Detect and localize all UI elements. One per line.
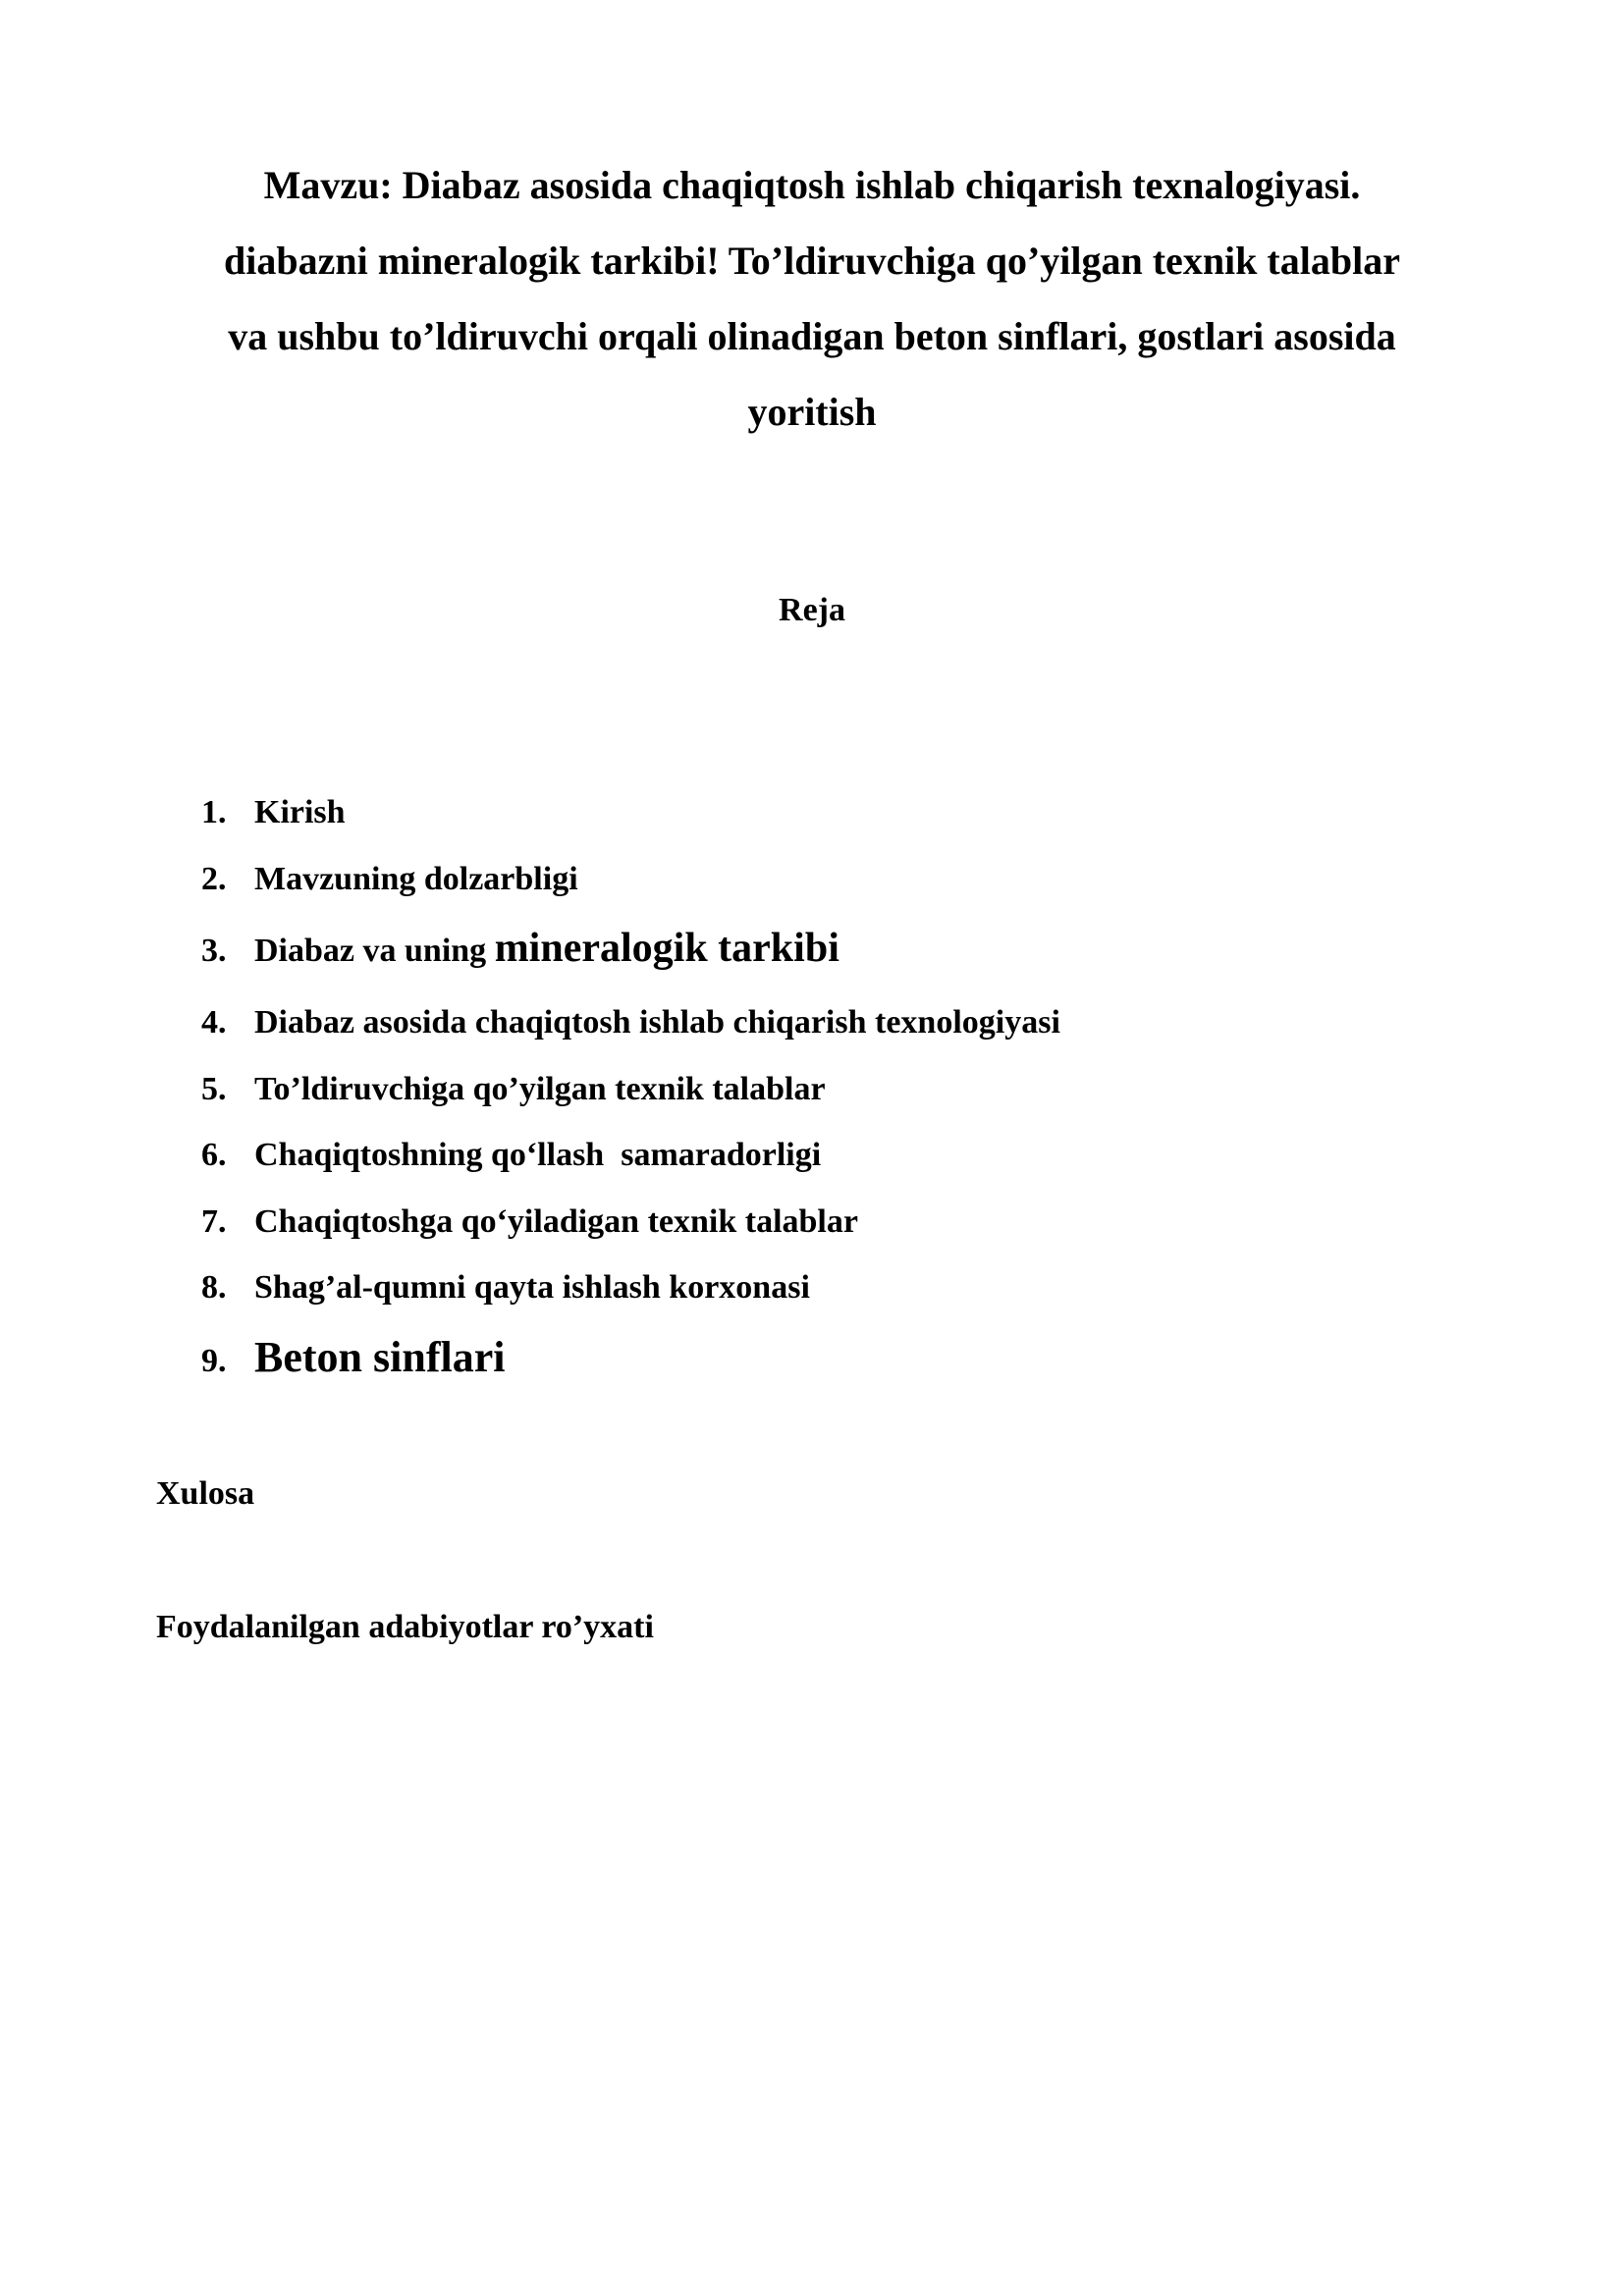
plan-item-number: 5. bbox=[201, 1071, 227, 1107]
plan-item bbox=[201, 1333, 506, 1381]
plan-item-number: 2. bbox=[201, 861, 227, 897]
plan-item bbox=[201, 1268, 810, 1308]
plan-item-emphasis: mineralogik tarkibi bbox=[494, 926, 839, 971]
plan-item-number: 4. bbox=[201, 1004, 227, 1041]
plan-item-text: Chaqiqtoshga qo‘yiladigan texnik talablar bbox=[254, 1203, 858, 1240]
plan-item-number: 3. bbox=[201, 933, 227, 969]
document-title bbox=[147, 147, 1477, 450]
plan-item-number: 8. bbox=[201, 1269, 227, 1306]
plan-item bbox=[201, 1136, 821, 1175]
references-heading: Foydalanilgan adabiyotlar ro’yxati bbox=[156, 1609, 654, 1645]
plan-item-number: 9. bbox=[201, 1343, 227, 1379]
plan-item bbox=[201, 926, 839, 971]
plan-item bbox=[201, 793, 346, 832]
title-line: Mavzu: Diabaz asosida chaqiqtosh ishlab chiqarish texnalogiyasi. bbox=[263, 163, 1361, 207]
plan-item-text: Shag’al-qumni qayta ishlash korxonasi bbox=[254, 1269, 810, 1306]
plan-heading: Reja bbox=[779, 592, 845, 628]
plan-item-text: Diabaz asosida chaqiqtosh ishlab chiqarish texnologiyasi bbox=[254, 1004, 1060, 1041]
plan-item-number: 6. bbox=[201, 1137, 227, 1173]
conclusion-heading: Xulosa bbox=[156, 1475, 255, 1512]
plan-item-emphasis: Beton sinflari bbox=[254, 1333, 506, 1381]
plan-item-text: Chaqiqtoshning qo‘llash samaradorligi bbox=[254, 1137, 822, 1173]
plan-item-text: To’ldiruvchiga qo’yilgan texnik talablar bbox=[254, 1071, 826, 1107]
plan-item-number: 7. bbox=[201, 1203, 227, 1240]
plan-item-text: Kirish bbox=[254, 794, 346, 830]
plan-item-text: Mavzuning dolzarbligi bbox=[254, 861, 578, 897]
title-line: va ushbu to’ldiruvchi orqali olinadigan beton sinflari, gostlari asosida bbox=[228, 314, 1396, 358]
plan-item bbox=[201, 860, 578, 899]
title-line: diabazni mineralogik tarkibi! To’ldiruvchiga qo’yilgan texnik talablar bbox=[224, 239, 1400, 283]
plan-item bbox=[201, 1202, 858, 1242]
plan-item-number: 1. bbox=[201, 794, 227, 830]
plan-item-text: Diabaz va uning bbox=[254, 933, 495, 969]
title-line: yoritish bbox=[747, 390, 877, 434]
plan-item bbox=[201, 1070, 826, 1109]
plan-item bbox=[201, 1003, 1060, 1042]
